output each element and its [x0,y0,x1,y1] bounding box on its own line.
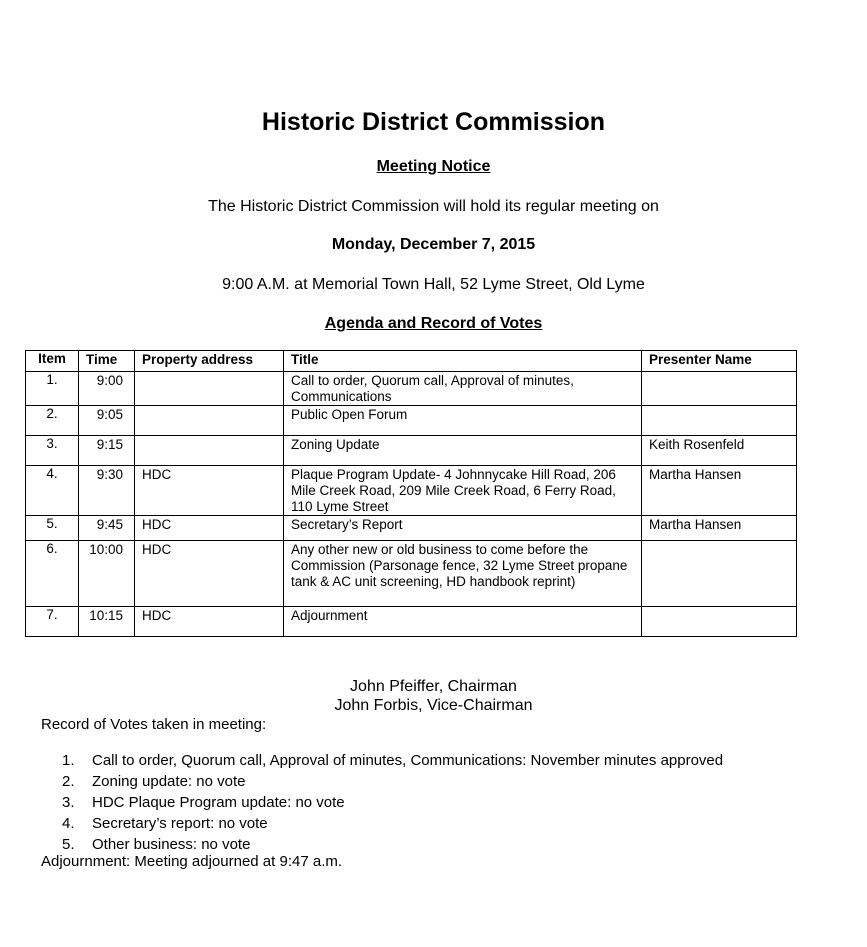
list-item-text: Call to order, Quorum call, Approval of minutes, Communications: November minutes approved [92,752,724,769]
item-title: Adjournment [284,607,642,637]
item-presenter: Martha Hansen [642,516,797,541]
list-item [62,792,723,813]
list-item-text: HDC Plaque Program update: no vote [92,794,345,811]
list-item-number: 5. [62,836,75,853]
item-address [135,406,284,436]
item-title: Secretary’s Report [284,516,642,541]
item-presenter [642,372,797,406]
item-title: Public Open Forum [284,406,642,436]
table-row [26,436,797,466]
intro-text: The Historic District Commission will hold its regular meeting on [208,198,659,215]
item-address: HDC [135,466,284,516]
list-item-text: Other business: no vote [92,836,251,853]
item-presenter [642,406,797,436]
table-row [26,516,797,541]
item-address [135,436,284,466]
meeting-date: Monday, December 7, 2015 [331,236,536,253]
item-presenter: Martha Hansen [642,466,797,516]
table-row [26,406,797,436]
item-number: 7. [26,607,79,637]
item-time: 10:00 [79,541,135,607]
page-title: Historic District Commission [261,108,606,136]
list-item-number: 4. [62,815,75,832]
item-address [135,372,284,406]
agenda-table [25,350,797,637]
item-number: 4. [26,466,79,516]
agenda-heading: Agenda and Record of Votes [324,315,543,332]
list-item-number: 2. [62,773,75,790]
meeting-location: 9:00 A.M. at Memorial Town Hall, 52 Lyme Street, Old Lyme [222,276,645,293]
item-time: 9:30 [79,466,135,516]
table-row [26,607,797,637]
agenda-header-row [26,351,797,372]
column-header-item: Item [26,351,79,372]
table-row [26,466,797,516]
item-number: 1. [26,372,79,406]
item-title: Zoning Update [284,436,642,466]
item-address: HDC [135,541,284,607]
item-presenter [642,541,797,607]
list-item [62,771,723,792]
item-number: 6. [26,541,79,607]
item-presenter: Keith Rosenfeld [642,436,797,466]
list-item-text: Zoning update: no vote [92,773,246,790]
item-time: 9:00 [79,372,135,406]
list-item [62,834,723,855]
list-item-number: 1. [62,752,75,769]
column-header-time: Time [79,351,135,372]
meeting-notice-heading: Meeting Notice [376,158,491,175]
item-number: 2. [26,406,79,436]
item-time: 10:15 [79,607,135,637]
list-item [62,750,723,771]
item-time: 9:45 [79,516,135,541]
item-presenter [642,607,797,637]
chairman-signature: John Pfeiffer, Chairman [350,678,517,695]
column-header-property-address: Property address [135,351,284,372]
item-address: HDC [135,607,284,637]
vice-chairman-signature: John Forbis, Vice-Chairman [334,697,533,714]
list-item [62,813,723,834]
item-address: HDC [135,516,284,541]
item-title: Call to order, Quorum call, Approval of minutes, Communications [284,372,642,406]
column-header-title: Title [284,351,642,372]
list-item-number: 3. [62,794,75,811]
adjournment-note: Adjournment: Meeting adjourned at 9:47 a.m. [41,853,343,870]
column-header-presenter: Presenter Name [642,351,797,372]
votes-heading: Record of Votes taken in meeting: [41,716,267,733]
table-row [26,541,797,607]
table-row [26,372,797,406]
item-title: Any other new or old business to come before the Commission (Parsonage fence, 32 Lyme Street propane tank & AC unit screening, HD handbook reprint) [284,541,642,607]
votes-list [62,750,723,855]
item-title: Plaque Program Update- 4 Johnnycake Hill Road, 206 Mile Creek Road, 209 Mile Creek Road, 6 Ferry Road, 110 Lyme Street [284,466,642,516]
item-number: 5. [26,516,79,541]
item-number: 3. [26,436,79,466]
item-time: 9:15 [79,436,135,466]
item-time: 9:05 [79,406,135,436]
list-item-text: Secretary’s report: no vote [92,815,268,832]
